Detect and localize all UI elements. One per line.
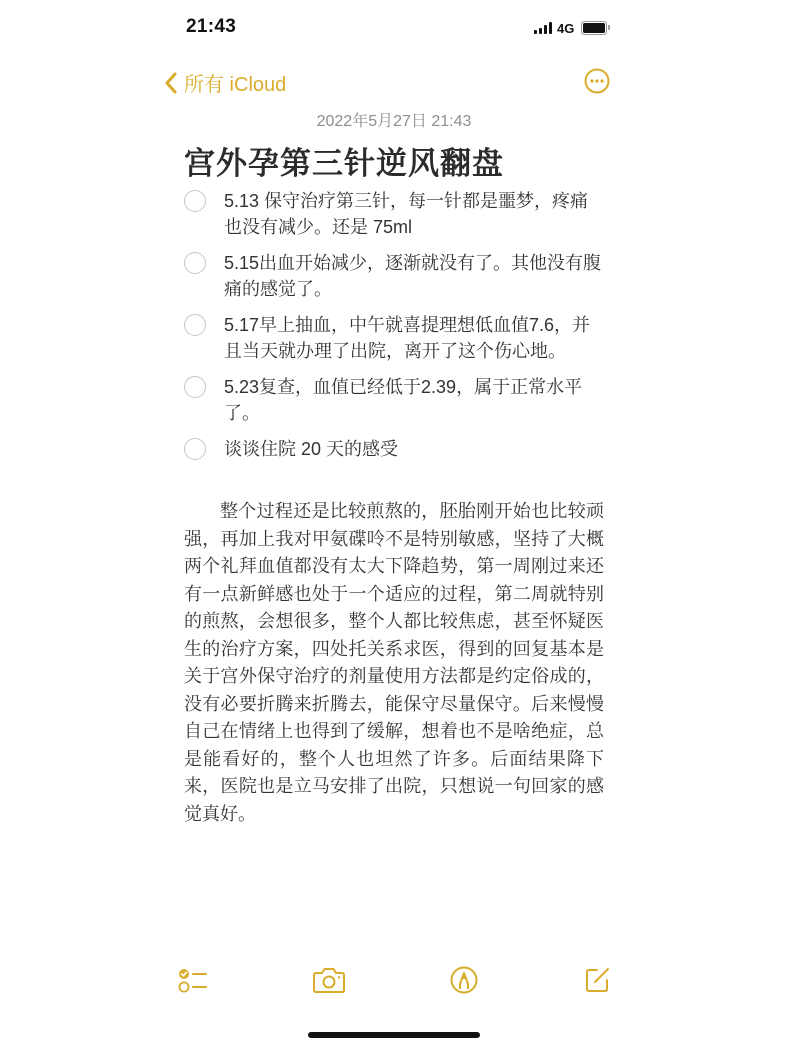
- unchecked-circle-icon[interactable]: [184, 438, 206, 460]
- camera-icon: [312, 966, 346, 999]
- network-type: 4G: [557, 20, 575, 36]
- back-label: 所有 iCloud: [184, 74, 287, 96]
- checklist-item-text[interactable]: 谈谈住院 20 天的感受: [224, 439, 399, 459]
- checklist-icon: [177, 965, 209, 1000]
- battery-full-icon: [581, 21, 607, 35]
- unchecked-circle-icon[interactable]: [184, 190, 206, 212]
- checklist-item: [184, 312, 604, 364]
- checklist-item: [184, 250, 604, 302]
- pen-tip-circle-icon: [449, 965, 479, 1000]
- note-body-paragraph[interactable]: 整个过程还是比较煎熬的，胚胎刚开始也比较顽强，再加上我对甲氨碟呤不是特别敏感，坚持了大概两个礼拜血值都没有太大下降趋势，第一周刚过来还有一点新鲜感也处于一个适应的过程，第二周就特别的煎熬，会想很多，整个人都比较焦虑，甚至怀疑医生的治疗方案，四处托关系求医，得到的回复基本是关于宫外保守治疗的剂量使用方法都是约定俗成的，没有必要折腾来折腾去，能保守尽量保守。后来慢慢自己在情绪上也得到了缓解，想着也不是啥绝症，总是能看好的，整个人也坦然了许多。后面结果降下来，医院也是立马安排了出院，只想说一句回家的感觉真好。: [184, 501, 604, 824]
- checklist-item-text[interactable]: 5.13 保守治疗第三针，每一针都是噩梦，疼痛也没有减少。还是 75ml: [224, 191, 589, 237]
- status-bar: [0, 0, 788, 56]
- checklist: [184, 188, 604, 472]
- cellular-signal-icon: [534, 22, 552, 34]
- checklist-item-text[interactable]: 5.17早上抽血，中午就喜提理想低血值7.6，并且当天就办理了出院，离开了这个伤心地。: [224, 315, 591, 361]
- unchecked-circle-icon[interactable]: [184, 314, 206, 336]
- checklist-item: [184, 436, 604, 462]
- compose-icon: [582, 965, 612, 1000]
- navigation-bar: [0, 62, 788, 102]
- more-options-button[interactable]: [584, 68, 610, 94]
- camera-button[interactable]: [312, 965, 346, 999]
- note-title[interactable]: 宫外孕第三针逆风翻盘: [184, 146, 504, 181]
- checklist-item-text[interactable]: 5.23复查，血值已经低于2.39，属于正常水平了。: [224, 377, 583, 423]
- checklist-item: [184, 374, 604, 426]
- back-button[interactable]: [164, 68, 286, 97]
- unchecked-circle-icon[interactable]: [184, 252, 206, 274]
- ellipsis-circle-icon: [584, 81, 610, 98]
- unchecked-circle-icon[interactable]: [184, 376, 206, 398]
- bottom-toolbar: [0, 965, 788, 1005]
- home-indicator[interactable]: [308, 1032, 480, 1038]
- markup-button[interactable]: [447, 965, 481, 999]
- compose-button[interactable]: [580, 965, 614, 999]
- checklist-item: [184, 188, 604, 240]
- checklist-button[interactable]: [176, 965, 210, 999]
- note-date: 2022年5月27日 21:43: [316, 113, 472, 130]
- status-time: 21:43: [186, 16, 237, 37]
- chevron-left-icon: [164, 72, 178, 94]
- status-indicators: [534, 18, 607, 38]
- checklist-item-text[interactable]: 5.15出血开始减少，逐渐就没有了。其他没有腹痛的感觉了。: [224, 253, 602, 299]
